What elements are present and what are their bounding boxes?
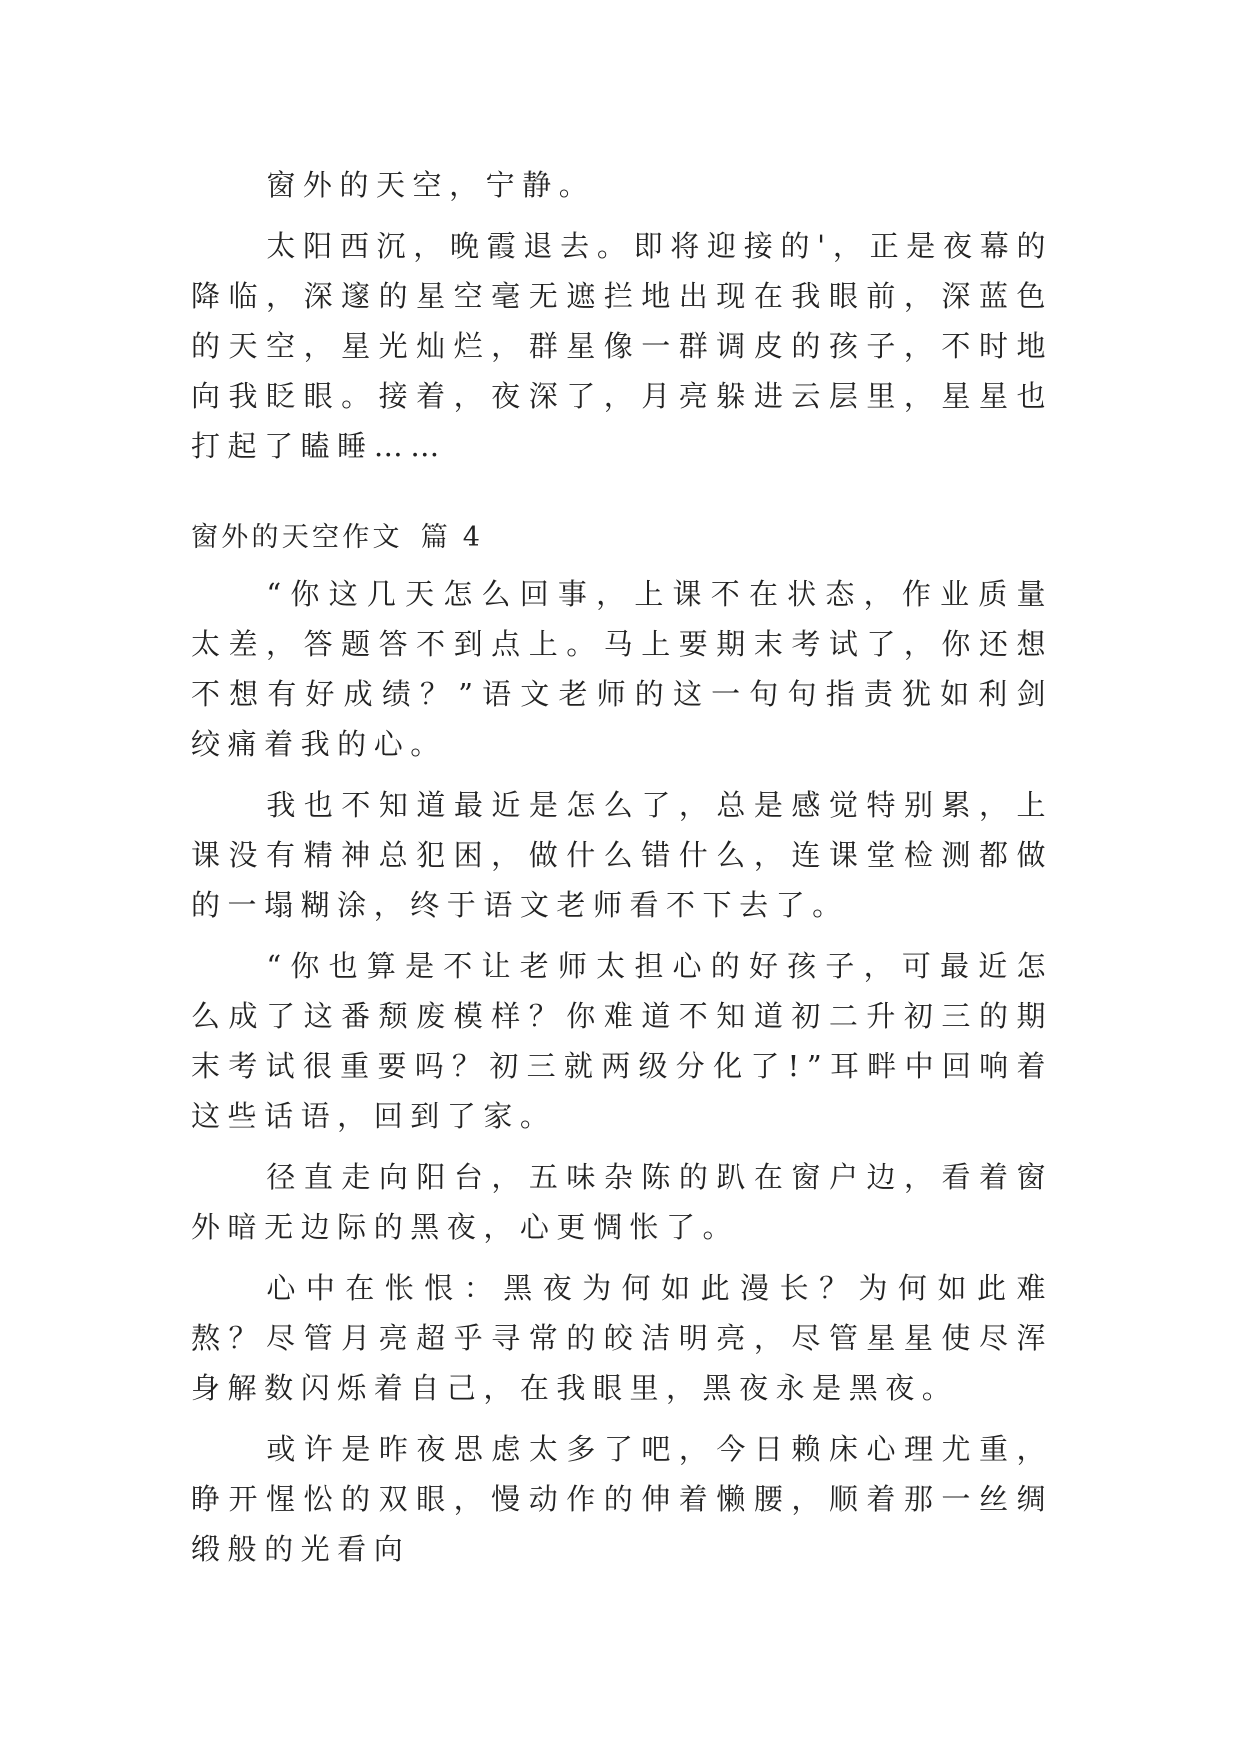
paragraph: “你这几天怎么回事，上课不在状态，作业质量太差，答题答不到点上。马上要期末考试了，你还想不想有好成绩？”语文老师的这一句句指责犹如利剑绞痛着我的心。 [191,577,1053,761]
paragraph: 心中在怅恨：黑夜为何如此漫长？为何如此难熬？尽管月亮超乎寻常的皎洁明亮，尽管星星使尽浑身解数闪烁着自己，在我眼里，黑夜永是黑夜。 [191,1271,1053,1405]
section-heading [191,518,1053,558]
paragraph: “你也算是不让老师太担心的好孩子，可最近怎么成了这番颓废模样？你难道不知道初二升初三的期末考试很重要吗？初三就两级分化了!”耳畔中回响着这些话语，回到了家。 [191,949,1053,1133]
section-title: 窗外的天空作文 [191,522,403,553]
intro-text-block [191,160,1053,471]
paragraph: 径直走向阳台，五味杂陈的趴在窗户边，看着窗外暗无边际的黑夜，心更惆怅了。 [191,1160,1053,1244]
section-number: 篇 4 [420,522,484,553]
paragraph: 或许是昨夜思虑太多了吧，今日赖床心理尤重，睁开惺忪的双眼，慢动作的伸着懒腰，顺着那一丝绸缎般的光看向 [191,1432,1053,1566]
essay-section [191,518,1053,1574]
document-content [191,160,1053,1566]
paragraph: 太阳西沉，晚霞退去。即将迎接的'，正是夜幕的降临，深邃的星空毫无遮拦地出现在我眼前，深蓝色的天空，星光灿烂，群星像一群调皮的孩子，不时地向我眨眼。接着，夜深了，月亮躲进云层里，星星也打起了瞌睡…… [191,229,1053,463]
paragraph: 窗外的天空，宁静。 [266,168,596,202]
paragraph: 我也不知道最近是怎么了，总是感觉特别累，上课没有精神总犯困，做什么错什么，连课堂检测都做的一塌糊涂，终于语文老师看不下去了。 [191,788,1053,922]
